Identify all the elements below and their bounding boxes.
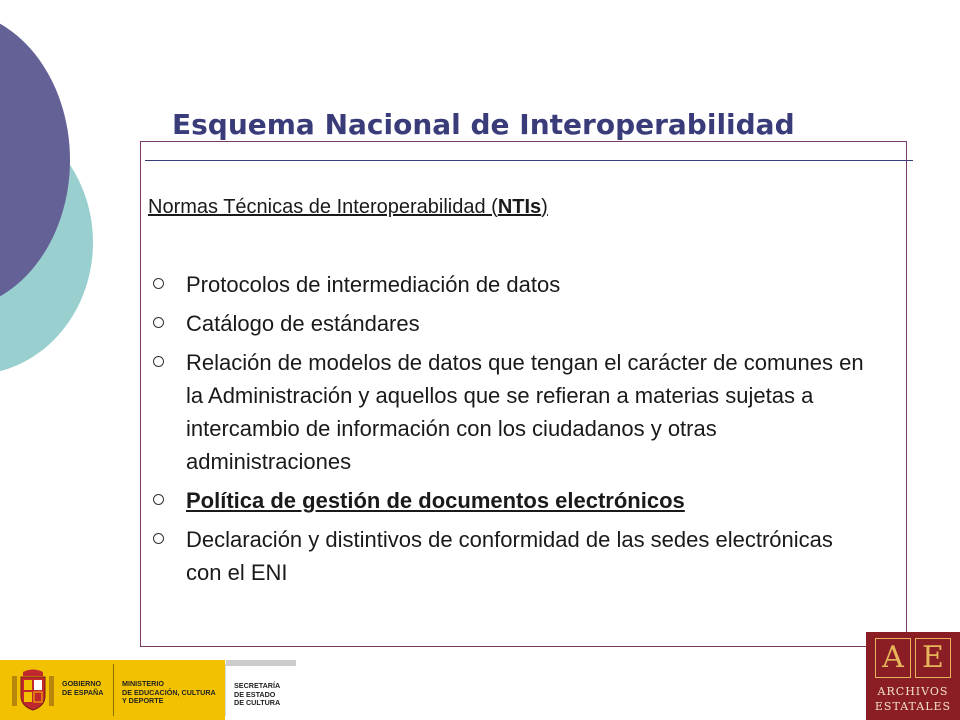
- slide-title: Esquema Nacional de Interoperabilidad: [172, 108, 795, 141]
- secretariat-text: [234, 682, 280, 708]
- archive-logo-letters: [875, 638, 951, 678]
- list-item-text: Declaración y distintivos de conformidad de las sedes electrónicas con el ENI: [186, 527, 833, 585]
- circle-bullet-icon: [153, 317, 164, 328]
- list-item: [150, 523, 870, 589]
- secretariat-line3: DE CULTURA: [234, 698, 281, 708]
- archive-letter-a: A: [875, 638, 911, 678]
- list-item-highlighted: [150, 484, 870, 517]
- circle-bullet-icon: [153, 533, 164, 544]
- list-item-text: Protocolos de intermediación de datos: [186, 272, 561, 297]
- list-item: [150, 307, 870, 340]
- secretariat-line2: DE ESTADO: [234, 689, 276, 699]
- list-item-text: Política de gestión de documentos electrónicos: [186, 488, 685, 513]
- archive-letter-e: E: [915, 638, 951, 678]
- subheading-suffix: ): [541, 196, 548, 218]
- coat-of-arms-icon: [10, 668, 56, 712]
- subheading: [148, 196, 548, 219]
- list-item-text: Catálogo de estándares: [186, 311, 420, 336]
- ministry-line3: Y DEPORTE: [122, 696, 164, 706]
- gov-line1: GOBIERNO: [62, 679, 102, 688]
- gov-logo-text: [62, 680, 103, 697]
- gov-line2: DE ESPAÑA: [62, 687, 104, 697]
- ministry-text: [122, 680, 216, 706]
- subheading-prefix: Normas Técnicas de Interoperabilidad (: [148, 196, 498, 218]
- bullet-list: [150, 268, 870, 595]
- gov-separator: [113, 664, 114, 716]
- circle-bullet-icon: [153, 494, 164, 505]
- circle-bullet-icon: [153, 278, 164, 289]
- secretariat-line1: SECRETARÍA: [234, 681, 281, 690]
- subheading-acronym: NTIs: [497, 196, 542, 218]
- ministry-separator: [225, 664, 226, 716]
- list-item: [150, 268, 870, 301]
- ministry-line2: DE EDUCACIÓN, CULTURA: [122, 687, 216, 697]
- archive-logo-line1: ARCHIVOS: [877, 685, 949, 698]
- list-item: [150, 346, 870, 478]
- archive-logo-line2: ESTATALES: [874, 700, 952, 713]
- list-item-text: Relación de modelos de datos que tengan el carácter de comunes en la Administración y aquellos que se refieran a materias sujetas a intercambio de información con los ciudadanos y otras administraciones: [186, 350, 864, 474]
- title-divider: [145, 160, 913, 161]
- ministry-line1: MINISTERIO: [122, 679, 164, 688]
- circle-bullet-icon: [153, 356, 164, 367]
